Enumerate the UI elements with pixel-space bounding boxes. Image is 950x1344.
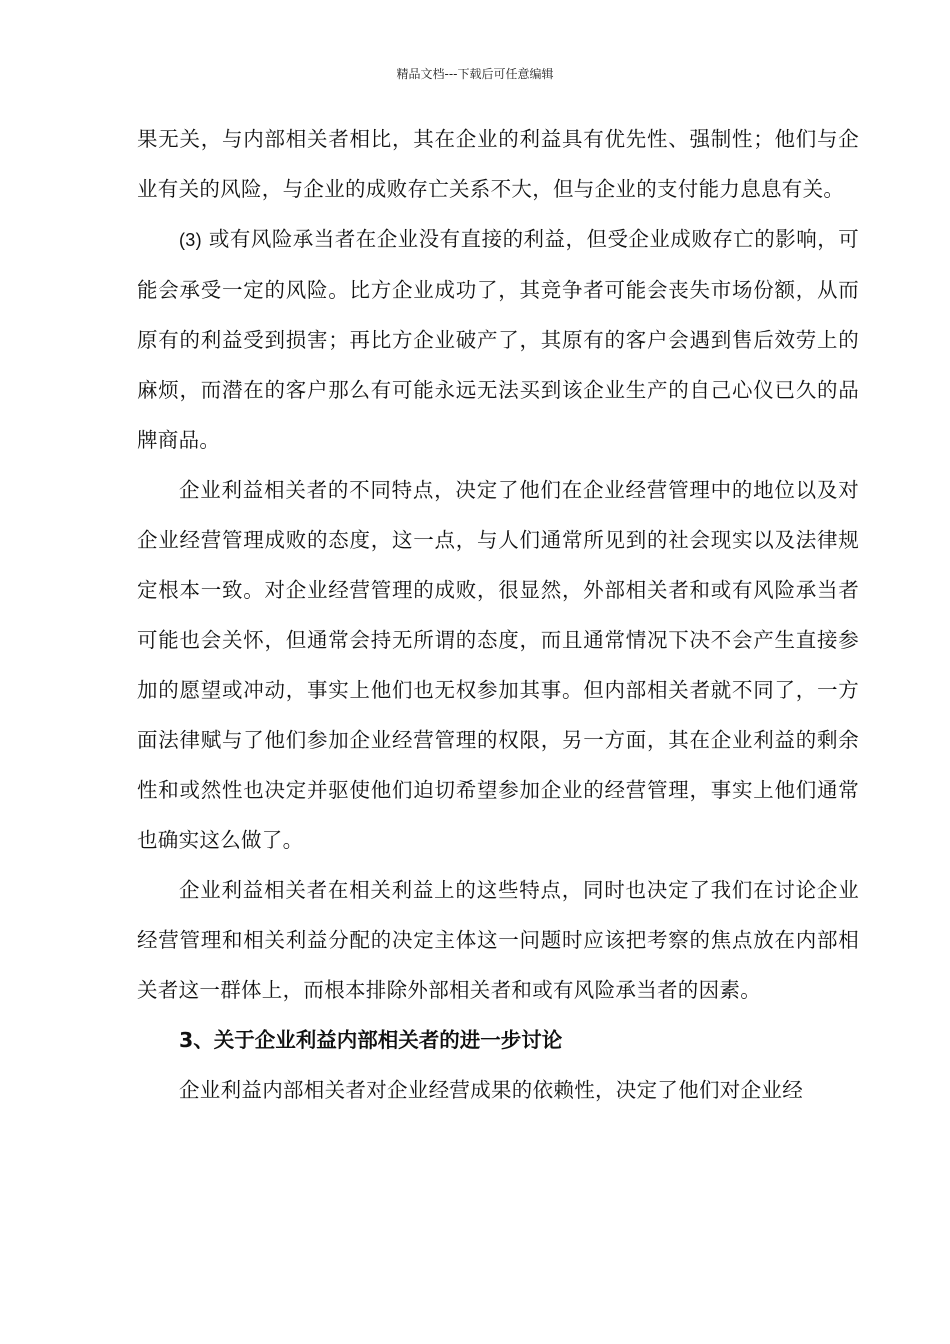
paragraph-2 [137, 214, 859, 465]
item-number: (3) [179, 230, 202, 250]
section-heading: 3、关于企业利益内部相关者的进一步讨论 [179, 1028, 563, 1052]
paragraph-5: 企业利益内部相关者对企业经营成果的依赖性，决定了他们对企业经 [179, 1078, 803, 1102]
page-header [0, 66, 950, 82]
document-body [137, 114, 859, 1115]
paragraph-2-text: 或有风险承当者在企业没有直接的利益，但受企业成败存亡的影响，可能会承受一定的风险。比方企业成功了，其竞争者可能会丧失市场份额，从而原有的利益受到损害；再比方企业破产了，其原有的客户会遇到售后效劳上的麻烦，而潜在的客户那么有可能永远无法买到该企业生产的自己心仪已久的品牌商品。 [137, 227, 859, 452]
paragraph-4: 企业利益相关者在相关利益上的这些特点，同时也决定了我们在讨论企业经营管理和相关利益分配的决定主体这一问题时应该把考察的焦点放在内部相关者这一群体上，而根本排除外部相关者和或有风险承当者的因素。 [137, 878, 859, 1002]
header-text: 精品文档---下载后可任意编辑 [396, 67, 554, 81]
paragraph-3: 企业利益相关者的不同特点，决定了他们在企业经营管理中的地位以及对企业经营管理成败的态度，这一点，与人们通常所见到的社会现实以及法律规定根本一致。对企业经营管理的成败，很显然，外部相关者和或有风险承当者可能也会关怀，但通常会持无所谓的态度，而且通常情况下决不会产生直接参加的愿望或冲动，事实上他们也无权参加其事。但内部相关者就不同了，一方面法律赋与了他们参加企业经营管理的权限，另一方面，其在企业利益的剩余性和或然性也决定并驱使他们迫切希望参加企业的经营管理，事实上他们通常也确实这么做了。 [137, 478, 859, 852]
paragraph-1: 果无关，与内部相关者相比，其在企业的利益具有优先性、强制性；他们与企业有关的风险，与企业的成败存亡关系不大，但与企业的支付能力息息有关。 [137, 127, 859, 201]
